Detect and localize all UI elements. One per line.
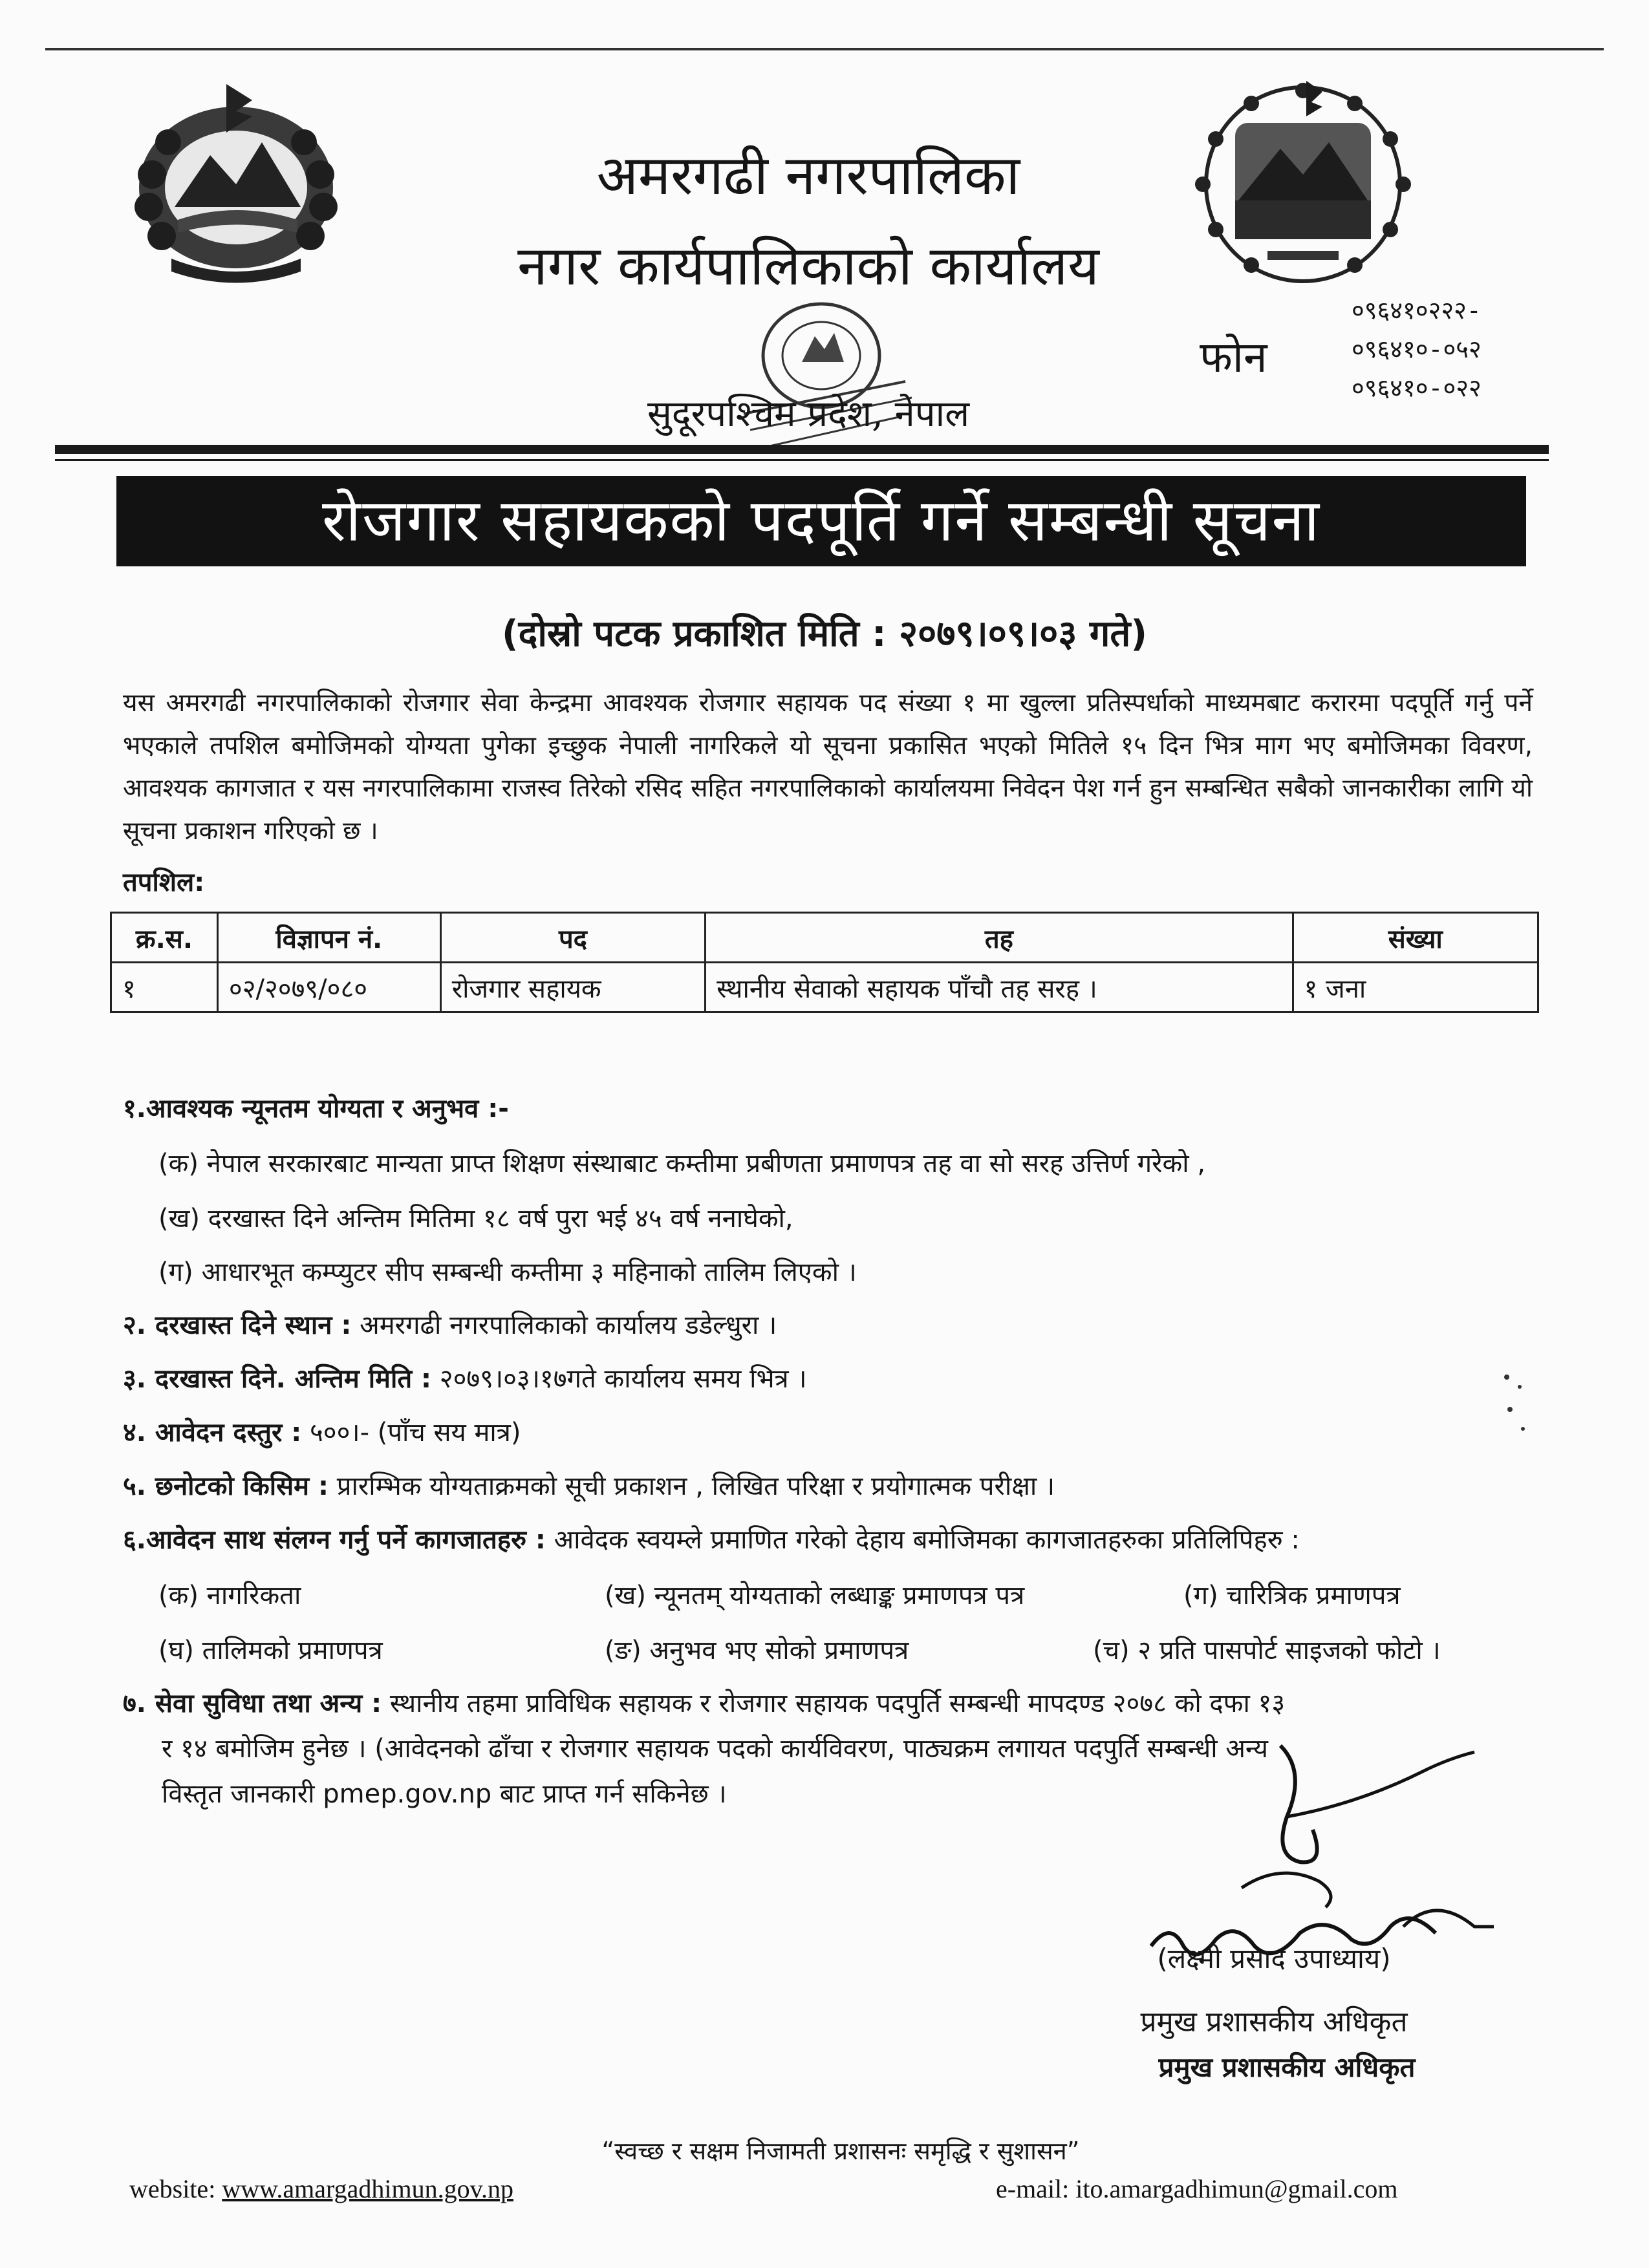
website-link[interactable]: www.amargadhimun.gov.np: [222, 2174, 513, 2203]
section-label: २. दरखास्त दिने स्थान :: [123, 1311, 352, 1340]
section-fee: [123, 1413, 521, 1449]
scan-artifact-marks: [1500, 1371, 1533, 1448]
phone-label: फोन: [1200, 332, 1267, 382]
section-label: ३. दरखास्त दिने. अन्तिम मिति :: [123, 1364, 432, 1394]
province-name: सुदूरपश्चिम प्रदेश, नेपाल: [647, 393, 970, 435]
section-value: ५००।- (पाँच सय मात्र): [301, 1418, 521, 1448]
phone-number: ०९६४१०-०२२: [1352, 374, 1482, 402]
email-address[interactable]: ito.amargadhimun@gmail.com: [1075, 2174, 1398, 2203]
section-value: स्थानीय तहमा प्राविधिक सहायक र रोजगार सहायक पदपुर्ति सम्बन्धी मापदण्ड २०७८ को दफा १३: [382, 1689, 1286, 1718]
column-header: विज्ञापन नं.: [217, 913, 440, 963]
section-label: ६.आवेदन साथ संलग्न गर्नु पर्ने कागजातहरु :: [123, 1525, 546, 1555]
notice-title: रोजगार सहायकको पदपूर्ति गर्ने सम्बन्धी सूचना: [116, 476, 1526, 566]
table-cell: १: [111, 963, 218, 1012]
section-value: विस्तृत जानकारी pmep.gov.np बाट प्राप्त गर्न सकिनेछ ।: [162, 1779, 727, 1809]
qualification-item: (ग) आधारभूत कम्प्युटर सीप सम्बन्धी कम्तीमा ३ महिनाको तालिम लिएको ।: [158, 1257, 857, 1287]
table-cell: १ जना: [1293, 963, 1538, 1012]
table-row: [111, 963, 1538, 1012]
notice-publish-date: (दोस्रो पटक प्रकाशित मिति : २०७९।०९।०३ गते): [502, 613, 1147, 655]
qualification-item: (ख) दरखास्त दिने अन्तिम मितिमा १८ वर्ष पुरा भई ४५ वर्ष ननाघेको,: [158, 1204, 793, 1234]
column-header: तह: [706, 913, 1293, 963]
footer-email: [996, 2174, 1398, 2204]
section-deadline: [123, 1360, 807, 1395]
signatory-name: (लक्ष्मी प्रसाद उपाध्याय): [1157, 1943, 1391, 1974]
signatory-stamp: प्रमुख प्रशासकीय अधिकृत: [1158, 2051, 1416, 2083]
section-qualification-title: १.आवश्यक न्यूनतम योग्यता र अनुभव :-: [123, 1094, 509, 1124]
notice-intro-paragraph: यस अमरगढी नगरपालिकाको रोजगार सेवा केन्द्रमा आवश्यक रोजगार सहायक पद संख्या १ मा खुल्ला प्रतिस्पर्धाको माध्यमबाट करारमा पदपूर्ति गर्नु पर्ने भएकाले तपशिल बमोजिमको योग्यता पुगेका इच्छुक नेपाली नागरिकले यो सूचना प्रकासित भएको मितिले १५ दिन भित्र माग भए बमोजिमका विवरण, आवश्यक कागजात र यस नगरपालिकामा राजस्व तिरेको रसिद सहित नगरपालिकाको कार्यालयमा निवेदन पेश गर्न हुन सम्बन्धित सबैको जानकारीका लागि यो सूचना प्रकाशन गरिएको छ ।: [123, 689, 1533, 846]
section-value: प्रारम्भिक योग्यताक्रमको सूची प्रकाशन , लिखित परिक्षा र प्रयोगात्मक परीक्षा ।: [329, 1471, 1055, 1501]
table-cell: ०२/२०७९/०८०: [217, 963, 440, 1012]
section-value: अमरगढी नगरपालिकाको कार्यालय डडेल्धुरा ।: [351, 1311, 777, 1340]
section-label: ५. छनोटको किसिम :: [123, 1471, 329, 1501]
section-value: र १४ बमोजिम हुनेछ । (आवेदनको ढाँचा र रोजगार सहायक पदको कार्यविवरण, पाठ्यक्रम लगायत पदपुर्ति सम्बन्धी अन्य: [162, 1734, 1268, 1764]
phone-number: ०९६४१०२२२-: [1352, 296, 1482, 325]
office-name: नगर कार्यपालिकाको कार्यालय: [517, 234, 1099, 297]
section-label: ७. सेवा सुविधा तथा अन्य :: [123, 1689, 382, 1718]
municipality-name: अमरगढी नगरपालिका: [596, 144, 1020, 207]
column-header: संख्या: [1293, 913, 1538, 963]
document-item: (ङ) अनुभव भए सोको प्रमाणपत्र: [605, 1636, 909, 1665]
phone-number: ०९६४१०-०५२: [1352, 335, 1482, 363]
table-cell: स्थानीय सेवाको सहायक पाँचौ तह सरह ।: [706, 963, 1293, 1012]
top-border-line: [45, 48, 1604, 50]
footer-motto: “स्वच्छ र सक्षम निजामती प्रशासनः समृद्धि र सुशासन”: [601, 2137, 1080, 2165]
phone-numbers: [1352, 291, 1482, 407]
section-value: २०७९।०३।१७गते कार्यालय समय भित्र ।: [431, 1364, 807, 1394]
column-header: पद: [440, 913, 705, 963]
column-header: क्र.स.: [111, 913, 218, 963]
footer-website: [129, 2174, 513, 2204]
document-item: (क) नागरिकता: [158, 1581, 301, 1610]
website-label: website:: [129, 2174, 216, 2203]
section-selection-type: [123, 1467, 1055, 1503]
vacancy-table: [110, 912, 1539, 1013]
section-service-facility: [123, 1684, 1285, 1720]
signatory-position: प्रमुख प्रशासकीय अधिकृत: [1140, 2006, 1408, 2038]
document-item: (ग) चारित्रिक प्रमाणपत्र: [1183, 1581, 1401, 1610]
document-item: (घ) तालिमको प्रमाणपत्र: [158, 1636, 383, 1665]
document-item: (ख) न्यूनतम् योग्यताको लब्धाङ्क प्रमाणपत्र पत्र: [605, 1581, 1025, 1610]
header-divider-thin: [55, 459, 1549, 461]
section-documents: [123, 1521, 1300, 1556]
email-label: e-mail:: [996, 2174, 1070, 2203]
table-header-row: [111, 913, 1538, 963]
details-label: तपशिल:: [123, 868, 205, 897]
section-value: आवेदक स्वयम्ले प्रमाणित गरेको देहाय बमोजिमका कागजातहरुका प्रतिलिपिहरु :: [545, 1525, 1300, 1555]
nepal-coat-of-arms-icon: [113, 71, 359, 291]
section-label: ४. आवेदन दस्तुर :: [123, 1418, 302, 1448]
qualification-item: (क) नेपाल सरकारबाट मान्यता प्राप्त शिक्षण संस्थाबाट कम्तीमा प्रबीणता प्रमाणपत्र तह वा सो सरह उत्तिर्ण गरेको ,: [158, 1149, 1206, 1179]
header-divider: [55, 445, 1549, 454]
table-cell: रोजगार सहायक: [440, 963, 705, 1012]
section-application-place: [123, 1306, 777, 1342]
document-item: (च) २ प्रति पासपोर्ट साइजको फोटो ।: [1093, 1636, 1441, 1665]
